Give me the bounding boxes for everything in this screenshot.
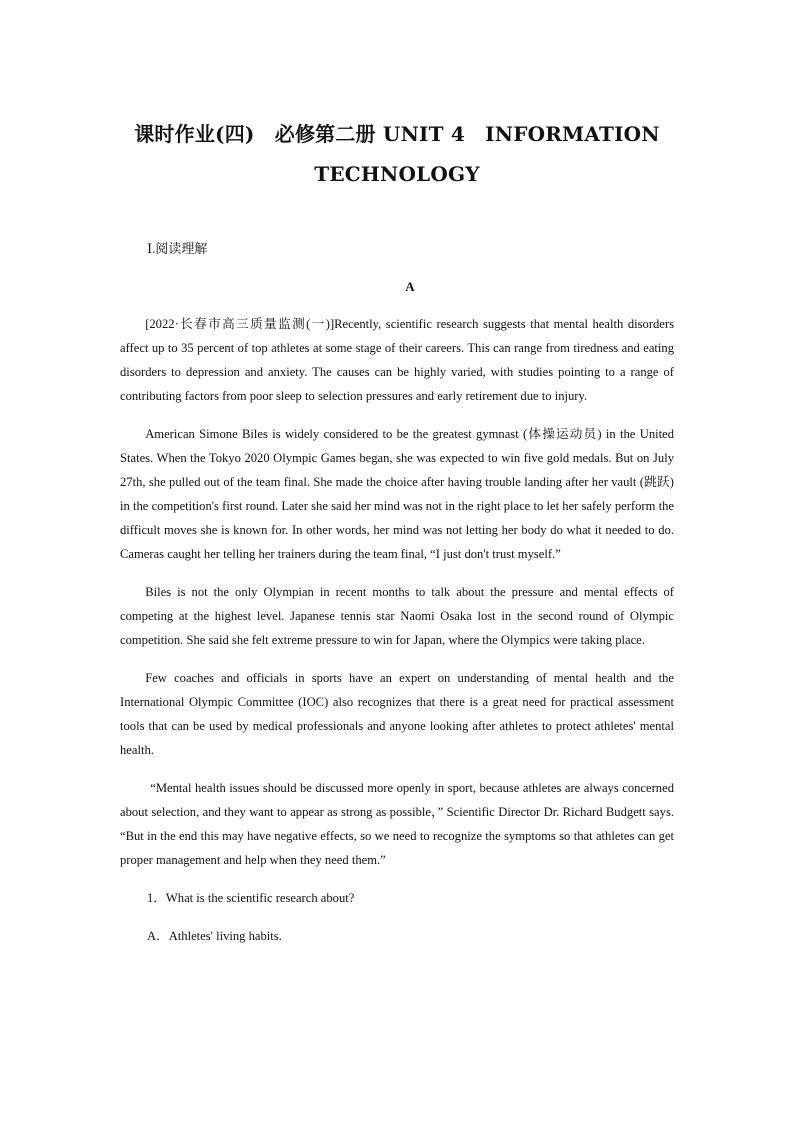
passage-body <box>120 312 674 962</box>
passage-paragraph: Few coaches and officials in sports have an expert on understanding of mental health and the International Olympic Committee (IOC) also recognizes that there is a great need for practical assessment tools that can be used by medical professionals and anyone looking after athletes to protect athletes' mental health. <box>120 671 674 757</box>
page-title-line-2: TECHNOLOGY <box>314 162 480 186</box>
passage-paragraph: Biles is not the only Olympian in recent months to talk about the pressure and mental effects of competing at the highest level. Japanese tennis star Naomi Osaka lost in the second round of Olympic competition. She said she felt extreme pressure to win for Japan, where the Olympics were taking place. <box>120 585 674 647</box>
page-title-line-1: 课时作业(四) 必修第二册 UNIT 4 INFORMATION <box>134 122 660 146</box>
passage-paragraph: American Simone Biles is widely considered to be the greatest gymnast (体操运动员) in the United States. When the Tokyo 2020 Olympic Games began, she was expected to win five gold medals. But on July 27th, she pulled out of the team final. She made the choice after having trouble landing after her vault (跳跃) in the competition's first round. Later she said her mind was not in the right place to let her safely perform the difficult moves she is known for. In other words, her mind was not letting her body do what it needed to do. Cameras caught her telling her trainers during the team final, “I just don't trust myself.” <box>120 427 674 561</box>
section-heading: Ⅰ.阅读理解 <box>147 241 208 256</box>
passage-label: A <box>405 279 415 294</box>
question-stem: 1．What is the scientific research about? <box>147 891 355 905</box>
question-option: A．Athletes' living habits. <box>147 929 282 943</box>
passage-paragraph: [2022·长春市高三质量监测(一)]Recently, scientific research suggests that mental health disorders affect up to 35 percent of top athletes at some stage of their careers. This can range from tiredness and eating disorders to depression and anxiety. The causes can be highly varied, with studies pointing to a range of contributing factors from poor sleep to selection pressures and early retirement due to injury. <box>120 317 674 403</box>
passage-paragraph: “Mental health issues should be discussed more openly in sport, because athletes are always concerned about selection, and they want to appear as strong as possible，” Scientific Director Dr. Richard Budgett says. “But in the end this may have negative effects, so we need to recognize the symptoms so that athletes can get proper management and help when they need them.” <box>120 781 674 867</box>
